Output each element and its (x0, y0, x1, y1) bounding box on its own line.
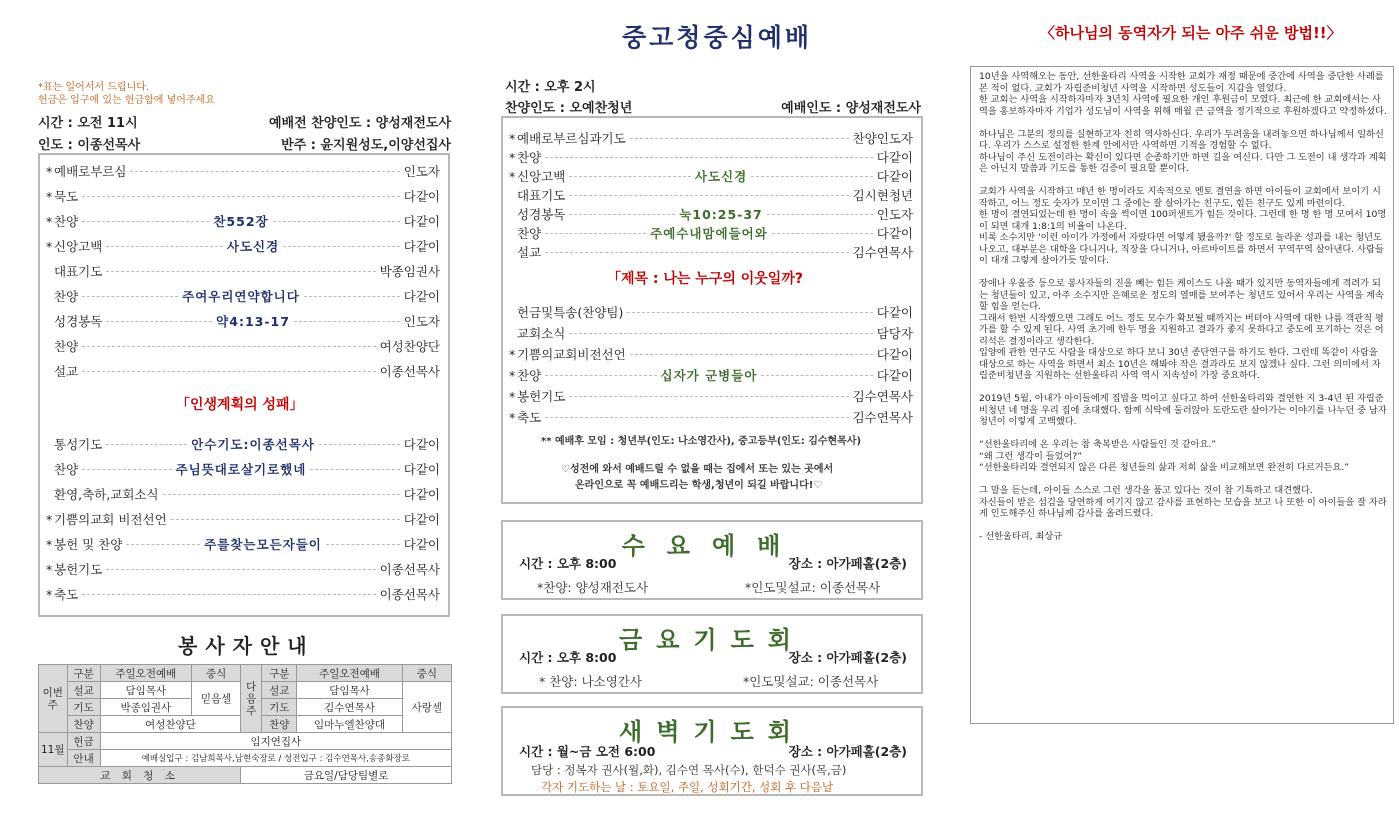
order-row (509, 241, 913, 263)
order-item-label: 봉헌 및 찬양 (54, 537, 123, 552)
friday-title: 금요기도회 (619, 626, 805, 654)
order-item-label: 기쁨의교회비전선언 (517, 347, 626, 362)
next-week-label: 다음주 (241, 665, 262, 733)
friday-time: 시간 : 오후 8:00 (519, 650, 617, 665)
leader-dots (751, 176, 873, 177)
leader-dots (545, 233, 646, 234)
order-item-label: 예배로부르심과기도 (517, 131, 626, 146)
page-title: 중고청중심예배 (622, 23, 813, 52)
leader-dots (627, 312, 872, 313)
leader-dots (106, 321, 212, 322)
friday-place: 장소 : 아가페홀(2층) (788, 650, 907, 665)
pre-praise-leader: 예배전 찬양인도 : 양성재전도사 (268, 116, 451, 131)
stand-marker: * (46, 536, 53, 552)
order-row (46, 310, 440, 332)
table-cell: 여성찬양단 (100, 716, 241, 733)
stand-marker: * (509, 409, 516, 425)
stand-marker: * (46, 586, 53, 602)
stand-marker: * (46, 188, 53, 204)
order-row (46, 210, 440, 232)
leader-dots (767, 214, 873, 215)
wednesday-place: 장소 : 아가페홀(2층) (788, 556, 907, 571)
sermon-title: 「인생계획의 성패」 (176, 397, 304, 413)
order-item-label: 설교 (54, 364, 79, 379)
stand-marker: * (509, 168, 516, 184)
accompanist: 반주 : 윤지원성도,이양선집사 (281, 138, 451, 153)
stand-marker: * (509, 367, 516, 383)
order-item-detail: 안수기도:이종선목사 (191, 437, 315, 452)
dawn-self-prayer: 각자 기도하는 날 : 토요일, 주일, 성회기간, 성회 후 다음날 (541, 780, 834, 794)
col-service: 주일오전예배 (297, 665, 402, 682)
wednesday-title: 수요예배 (621, 532, 803, 560)
essay-paragraph: 2019년 5월, 아내가 아이들에게 집밥을 먹이고 싶다고 하여 선한울타리와 결연한 지 3-4년 된 자립준비청년 네 명을 우리 집에 초대했다. 함께 식탁에 둘러앉아 도란도란 살아가는 이야기를 나누던 중 남자 청년이 이렇게 고백했다. (979, 393, 1387, 427)
leader-dots (545, 252, 848, 253)
offering-label: 헌금 (67, 733, 100, 750)
order-row (46, 235, 440, 257)
order-of-worship-main (38, 153, 450, 617)
stand-marker: * (509, 346, 516, 362)
leader-dots (294, 321, 400, 322)
stand-marker: * (46, 561, 53, 577)
order-item-label: 신앙고백 (54, 239, 103, 254)
leader-dots (545, 375, 656, 376)
leader-dots (82, 594, 375, 595)
leader-dots (126, 544, 200, 545)
order-item-person: 담당자 (876, 326, 913, 341)
volunteer-table (38, 664, 452, 784)
order-item-person: 이종선목사 (379, 562, 440, 577)
order-item-label: 헌금및특송(찬양팀) (517, 305, 624, 320)
guide-label: 안내 (67, 750, 100, 767)
order-item-detail: 주예수내맘에들어와 (650, 226, 768, 241)
order-item-person: 김수연목사 (852, 245, 913, 260)
table-cell: 박종임권사 (100, 699, 191, 716)
order-item-label: 환영,축하,교회소식 (54, 487, 159, 502)
essay-body (970, 66, 1394, 724)
leader-dots (82, 371, 375, 372)
youth-praise-leader: 찬양인도 : 오예찬청년 (505, 101, 633, 116)
offering-note: 헌금은 입구에 있는 헌금함에 넣어주세요 (38, 95, 215, 106)
order-row (509, 343, 913, 365)
order-item-label: 설교 (517, 245, 542, 260)
table-cell: 찬양 (262, 716, 297, 733)
order-row (509, 364, 913, 386)
youth-worship-leader: 예배인도 : 양성재전도사 (781, 101, 921, 116)
essay-paragraph: 그 말을 듣는데, 아이들 스스로 그런 생각을 품고 있다는 것이 참 기특하고 대견했다. 자신들이 받은 섬김을 당연하게 여기지 않고 감사를 표현하는 모습을 보고 나 또한 이 아이들을 잘 자라게 인도해주신 하나님께 감사를 올려드렸다. (979, 485, 1387, 519)
order-item-label: 교회소식 (517, 326, 566, 341)
order-item-person: 다같이 (403, 214, 441, 229)
essay-paragraph: 하나님은 그분의 정의를 실현하고자 친히 역사하신다. 우리가 두려움을 내려놓으면 하나님께서 일하신다. 우리가 스스로 설정한 한계 안에서만 사역하면 기적을 경험할 수 없다. 하나님이 주신 도전이라는 확신이 있다면 순종하기만 하면 길을 여신다. 다만 그 도전이 내 생각과 계획은 아닌지 말씀과 기도를 통한 검증이 필요할 뿐이다. (979, 128, 1387, 174)
order-item-person: 여성찬양단 (379, 339, 440, 354)
order-row (509, 406, 913, 428)
order-item-person: 다같이 (876, 150, 913, 165)
online-note-1: ♡성전에 와서 예배드릴 수 없을 때는 집에서 또는 있는 곳에서 (561, 464, 834, 475)
leader-dots (171, 519, 400, 520)
order-item-person: 인도자 (403, 164, 440, 179)
leader-dots (569, 333, 872, 334)
order-item-label: 봉헌기도 (517, 389, 566, 404)
stand-marker: * (46, 511, 53, 527)
leader-dots (130, 171, 399, 172)
leader-dots (106, 271, 375, 272)
stand-marker: * (46, 238, 53, 254)
youth-service-time: 시간 : 오후 2시 (505, 80, 596, 95)
leader-dots (310, 469, 399, 470)
service-time: 시간 : 오전 11시 (38, 116, 138, 131)
order-item-person: 인도자 (876, 207, 913, 222)
stand-marker: * (46, 213, 53, 229)
stand-marker: * (509, 130, 516, 146)
order-row (46, 558, 440, 580)
col-gubun: 구분 (262, 665, 297, 682)
order-item-label: 축도 (517, 410, 542, 425)
order-item-person: 다같이 (403, 239, 441, 254)
guide-value: 예배실입구 : 김남희목사,남현숙장로 / 성전입구 : 김수연목사,송종화장로 (100, 750, 451, 767)
col-gubun: 구분 (67, 665, 100, 682)
order-item-person: 다같이 (403, 462, 440, 477)
leader-dots (82, 346, 375, 347)
standing-note: *표는 일어서서 드립니다. (38, 82, 150, 93)
order-item-detail: 눅10:25-37 (679, 207, 763, 222)
order-item-label: 찬양 (517, 150, 542, 165)
table-cell: 임마누엘찬양대 (297, 716, 402, 733)
table-cell: 설교 (262, 682, 297, 699)
order-item-detail: 약4:13-17 (216, 314, 290, 329)
order-item-label: 찬양 (517, 368, 542, 383)
leader-dots (772, 233, 873, 234)
order-item-person: 다같이 (876, 347, 913, 362)
order-item-label: 성경봉독 (517, 207, 566, 222)
order-row (46, 483, 440, 505)
order-item-person: 다같이 (403, 437, 441, 452)
order-row (46, 185, 440, 207)
service-leader: 인도 : 이종선목사 (38, 138, 141, 153)
leader-dots (106, 444, 187, 445)
leader-dots (304, 296, 400, 297)
order-item-label: 찬양 (54, 339, 79, 354)
dawn-prayer (501, 706, 923, 796)
dawn-place: 장소 : 아가페홀(2층) (788, 744, 907, 759)
order-item-label: 신앙고백 (517, 169, 566, 184)
youth-sermon-title: 「제목 : 나는 누구의 이웃일까? (607, 271, 803, 287)
order-item-person: 박종임권사 (379, 264, 440, 279)
order-row (46, 160, 440, 182)
order-row (509, 301, 913, 323)
order-row (509, 322, 913, 344)
volunteer-title: 봉사자안내 (178, 634, 315, 658)
leader-dots (82, 469, 171, 470)
order-row (46, 508, 440, 530)
order-item-person: 김수연목사 (852, 410, 913, 425)
wednesday-time: 시간 : 오후 8:00 (519, 556, 617, 571)
order-row (46, 285, 440, 307)
stand-marker: * (46, 163, 53, 179)
order-item-person: 다같이 (876, 368, 913, 383)
offering-value: 임지연집사 (100, 733, 451, 750)
stand-marker: * (509, 388, 516, 404)
leader-dots (545, 417, 848, 418)
order-item-detail: 사도신경 (694, 169, 748, 184)
leader-dots (106, 569, 375, 570)
table-cell: 담임목사 (100, 682, 191, 699)
order-row (46, 335, 440, 357)
cleaning-value: 금요일/담당팀별로 (241, 767, 452, 784)
after-service-note: ** 예배후 모임 : 청년부(인도: 나소영간사), 중고등부(인도: 김수현목사) (541, 436, 862, 447)
col-service: 주일오전예배 (100, 665, 191, 682)
order-item-person: 다같이 (403, 537, 440, 552)
order-item-label: 묵도 (54, 189, 79, 204)
order-item-person: 김시현청년 (852, 188, 913, 203)
leader-dots (569, 396, 848, 397)
order-item-person: 다같이 (876, 226, 914, 241)
order-row (46, 433, 440, 455)
leader-dots (545, 157, 873, 158)
essay-paragraph: 교회가 사역을 시작하고 매년 한 명이라도 지속적으로 멘토 결연을 하면 아이들이 교회에서 보이기 시작하고, 어느 정도 숫자가 모이면 그 중에는 잘 살아가는 친구도, 힘든 친구도 있게 마련이다. 한 명이 결연되었는데 한 명이 속을 썩이면 100퍼센트가 힘든 것이다. 그런데 한 명 한 명 모여서 10명이 되면 대개 1:8:1의 비율이 나온다. 비록 소수지만 '이런 아이가 가정에서 자랐다면 어떻게 됐을까?' 할 정도로 놀라운 성과를 내는 청년도 나오고, 대부분은 대학을 다니거나, 직장을 다니거나, 아르바이트를 하면서 꾸역꾸역 살아낸다. 사람들이 대개 그렇게 살아가듯 말이다. (979, 186, 1387, 266)
table-cell: 설교 (67, 682, 100, 699)
order-item-person: 다같이 (876, 169, 914, 184)
lunch-this: 믿음셀 (192, 682, 241, 716)
order-item-label: 봉헌기도 (54, 562, 103, 577)
order-item-person: 찬양인도자 (852, 131, 913, 146)
leader-dots (283, 246, 400, 247)
order-item-detail: 찬552장 (213, 214, 269, 229)
leader-dots (82, 196, 400, 197)
order-of-worship-youth (501, 116, 923, 504)
order-item-person: 다같이 (876, 305, 913, 320)
wednesday-praise: *찬양: 양성재전도사 (537, 580, 649, 595)
wednesday-leader: *인도및설교: 이종선목사 (745, 580, 881, 595)
order-row (46, 458, 440, 480)
order-row (46, 583, 440, 605)
order-item-label: 대표기도 (54, 264, 103, 279)
order-item-person: 인도자 (403, 314, 441, 329)
cleaning-label: 교 회 청 소 (39, 767, 241, 784)
essay-paragraph: 10년을 사역해오는 동안, 선한울타리 사역을 시작한 교회가 재정 때문에 중간에 사역을 중단한 사례를 본 적이 없다. 교회가 자립준비청년 사역을 시작하면 성도들이 지갑을 열었다. 한 교회는 사역을 시작하자마자 3년치 사역에 필요한 개인 후원금이 모였다. 최근에 한 교회에서는 사역을 홍보하자마자 기업가 성도님이 사역을 위해 매월 큰 금액을 정기적으로 후원하겠다고 약정하셨다. (979, 71, 1387, 117)
essay-paragraph: “선한울타리에 온 우리는 참 축복받은 사람들인 것 같아요.” “왜 그런 생각이 들었어?” “선한울타리와 결연되지 않은 다른 청년들의 삶과 저희 삶을 비교해보면 완전히 다르거든요.” (979, 439, 1350, 473)
table-cell: 김수연목사 (297, 699, 402, 716)
wednesday-service (501, 520, 923, 600)
friday-praise: * 찬양: 나소영간사 (539, 674, 642, 689)
order-item-label: 성경봉독 (54, 314, 103, 329)
order-row (509, 385, 913, 407)
order-item-person: 다같이 (403, 189, 440, 204)
dawn-title: 새벽기도회 (619, 718, 805, 746)
table-cell: 찬양 (67, 716, 100, 733)
leader-dots (106, 246, 223, 247)
lunch-next: 사랑셀 (402, 682, 451, 733)
order-item-label: 찬양 (517, 226, 542, 241)
dawn-time: 시간 : 월~금 오전 6:00 (519, 744, 656, 759)
order-item-person: 김수연목사 (852, 389, 913, 404)
leader-dots (163, 494, 400, 495)
order-item-person: 이종선목사 (379, 364, 440, 379)
order-item-detail: 사도신경 (226, 239, 280, 254)
leader-dots (273, 221, 400, 222)
table-cell: 담임목사 (297, 682, 402, 699)
leader-dots (82, 221, 209, 222)
order-item-label: 축도 (54, 587, 79, 602)
order-item-label: 찬양 (54, 214, 79, 229)
essay-paragraph: - 선한울타리, 최상규 (979, 531, 1063, 542)
month-label: 11월 (39, 733, 68, 767)
order-item-label: 찬양 (54, 462, 79, 477)
order-item-label: 대표기도 (517, 188, 566, 203)
essay-paragraph: 장애나 우울증 등으로 봉사자들의 진을 빼는 힘든 케이스도 나올 때가 있지만 동역자들에게 격려가 되는 청년들이 있고, 아주 소수지만 은혜로운 정도의 열매를 보여주는 청년도 있어서 우리는 사역을 계속할 힘을 얻는다. 그래서 한번 시작했으면 그래도 어느 정도 모수가 확보될 때까지는 버텨야 사역에 대한 나름 객관적 평가를 할 수 있게 된다. 사역 초기에 한두 명을 지원하고 결과가 좋지 못하다고 중도에 포기하는 것은 어리석은 결정이라고 생각한다. 입양에 관한 연구도 사람을 대상으로 하다 보니 30년 종단연구를 하기도 한다. 그런데 똑같이 사람을 대상으로 하는 사역을 하면서 최소 10년은 해봐야 작은 결과라도 보지 않겠나 싶다. 그런 의미에서 자립준비청년을 지원하는 선한울타리 사역 역시 지속성이 가장 중요하다. (979, 278, 1384, 381)
leader-dots (630, 138, 849, 139)
leader-dots (569, 195, 848, 196)
friday-prayer (501, 614, 923, 694)
order-item-label: 기쁨의교회 비전선언 (54, 512, 167, 527)
order-item-detail: 주를찾는모든자들이 (204, 537, 322, 552)
order-item-detail: 주님뜻대로살기로했네 (175, 462, 307, 477)
dawn-staff: 담당 : 정복자 권사(월,화), 김수연 목사(수), 한덕수 권사(목,금) (531, 763, 847, 777)
leader-dots (569, 176, 691, 177)
table-cell: 기도 (67, 699, 100, 716)
this-week-label: 이번주 (39, 665, 68, 733)
order-row (46, 360, 440, 382)
order-item-person: 다같이 (403, 289, 441, 304)
stand-marker: * (509, 149, 516, 165)
order-row (46, 533, 440, 555)
order-item-detail: 십자가 군병들아 (660, 368, 758, 383)
leader-dots (569, 214, 675, 215)
leader-dots (326, 544, 400, 545)
order-item-person: 다같이 (403, 487, 440, 502)
online-note-2: 온라인으로 꼭 예배드리는 학생,청년이 되길 바랍니다!♡ (575, 480, 823, 491)
leader-dots (82, 296, 178, 297)
leader-dots (319, 444, 400, 445)
order-item-label: 예배로부르심 (54, 164, 127, 179)
order-item-detail: 주여우리연약합니다 (182, 289, 300, 304)
leader-dots (630, 354, 873, 355)
leader-dots (761, 375, 872, 376)
order-row (46, 260, 440, 282)
friday-leader: *인도및설교: 이종선목사 (743, 674, 879, 689)
col-lunch: 중식 (402, 665, 451, 682)
order-item-person: 다같이 (403, 512, 440, 527)
col-lunch: 중식 (192, 665, 241, 682)
table-cell: 기도 (262, 699, 297, 716)
order-item-label: 찬양 (54, 289, 79, 304)
order-item-person: 이종선목사 (379, 587, 440, 602)
essay-title: 〈하나님의 동역자가 되는 아주 쉬운 방법!!〉 (1040, 24, 1342, 42)
order-item-label: 통성기도 (54, 437, 103, 452)
